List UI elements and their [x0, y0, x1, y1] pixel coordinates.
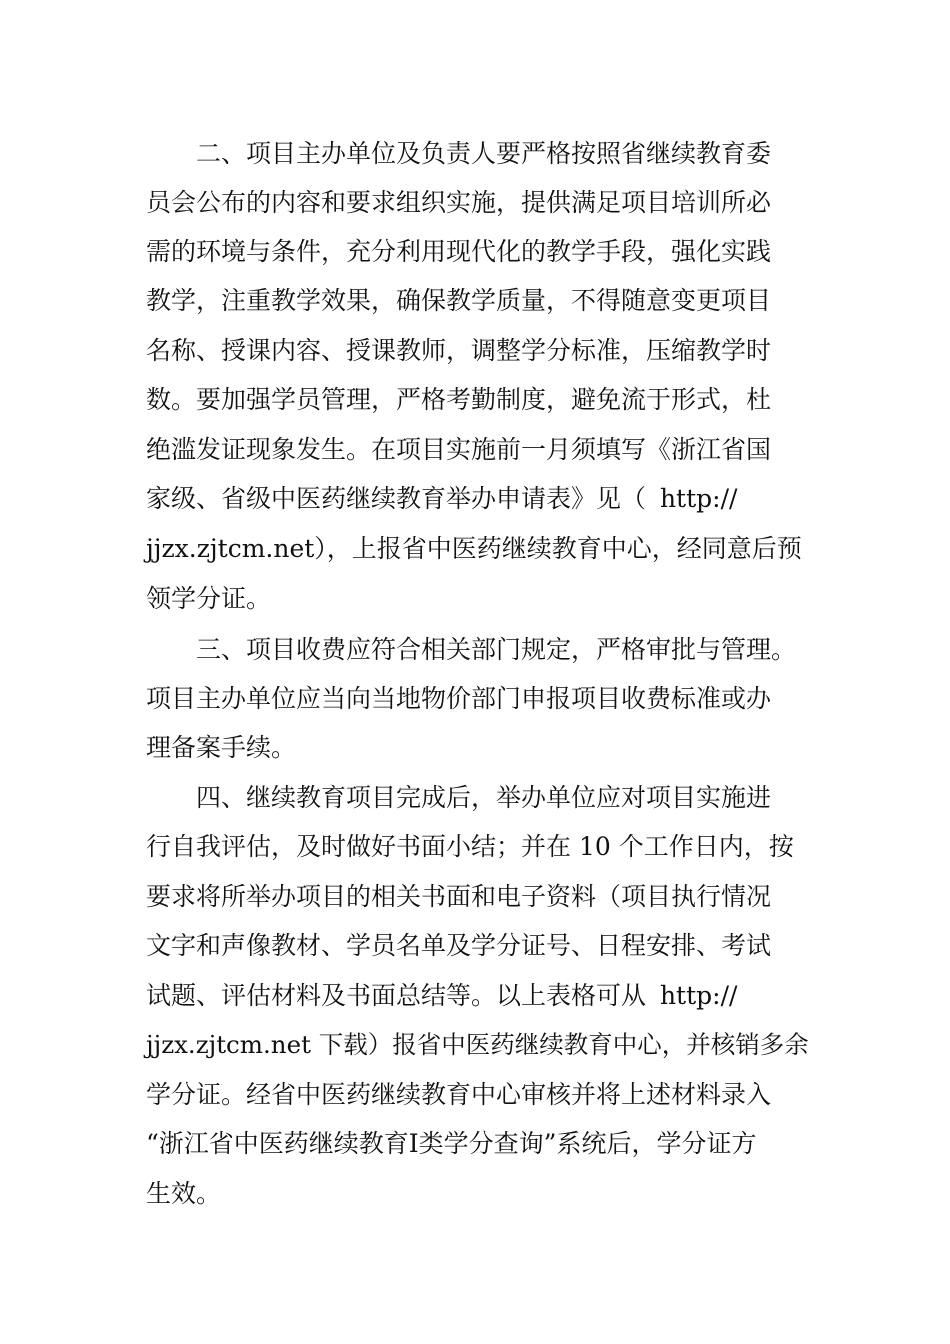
- text-line: 绝滥发证现象发生。在项目实施前一月须填写《浙江省国: [146, 435, 772, 464]
- text-line: 教学，注重教学效果，确保教学质量，不得随意变更项目: [146, 286, 772, 315]
- text-line: 文字和声像教材、学员名单及学分证号、日程安排、考试: [146, 931, 772, 960]
- text-line: 试题、评估材料及书面总结等。以上表格可从 http://: [146, 981, 738, 1010]
- text-line: 员会公布的内容和要求组织实施，提供满足项目培训所必: [146, 188, 772, 217]
- text-line: 行自我评估，及时做好书面小结；并在 10 个工作日内，按: [146, 832, 794, 861]
- text-line: 学分证。经省中医药继续教育中心审核并将上述材料录入: [146, 1080, 772, 1109]
- text-line: 领学分证。: [146, 584, 272, 613]
- text-line: jjzx.zjtcm.net），上报省中医药继续教育中心，经同意后预: [146, 534, 802, 563]
- text-line: 理备案手续。: [146, 733, 297, 762]
- text-line: 项目主办单位应当向当地物价部门申报项目收费标准或办: [146, 684, 772, 713]
- text-line: 二、项目主办单位及负责人要严格按照省继续教育委: [196, 139, 772, 168]
- text-line: 要求将所举办项目的相关书面和电子资料（项目执行情况: [146, 882, 772, 911]
- text-line: 四、继续教育项目完成后，举办单位应对项目实施进: [196, 783, 772, 812]
- text-line: jjzx.zjtcm.net 下载）报省中医药继续教育中心，并核销多余: [146, 1030, 809, 1059]
- text-line: 家级、省级中医药继续教育举办申请表》见（ http://: [146, 484, 738, 513]
- text-line: 三、项目收费应符合相关部门规定，严格审批与管理。: [196, 635, 797, 664]
- text-line: 需的环境与条件，充分利用现代化的教学手段，强化实践: [146, 237, 772, 266]
- text-line: 生效。: [146, 1179, 222, 1208]
- text-line: 数。要加强学员管理，严格考勤制度，避免流于形式，杜: [146, 385, 772, 414]
- text-line: 名称、授课内容、授课教师，调整学分标准，压缩教学时: [146, 336, 772, 365]
- text-line: “浙江省中医药继续教育Ⅰ类学分查询”系统后，学分证方: [146, 1129, 757, 1158]
